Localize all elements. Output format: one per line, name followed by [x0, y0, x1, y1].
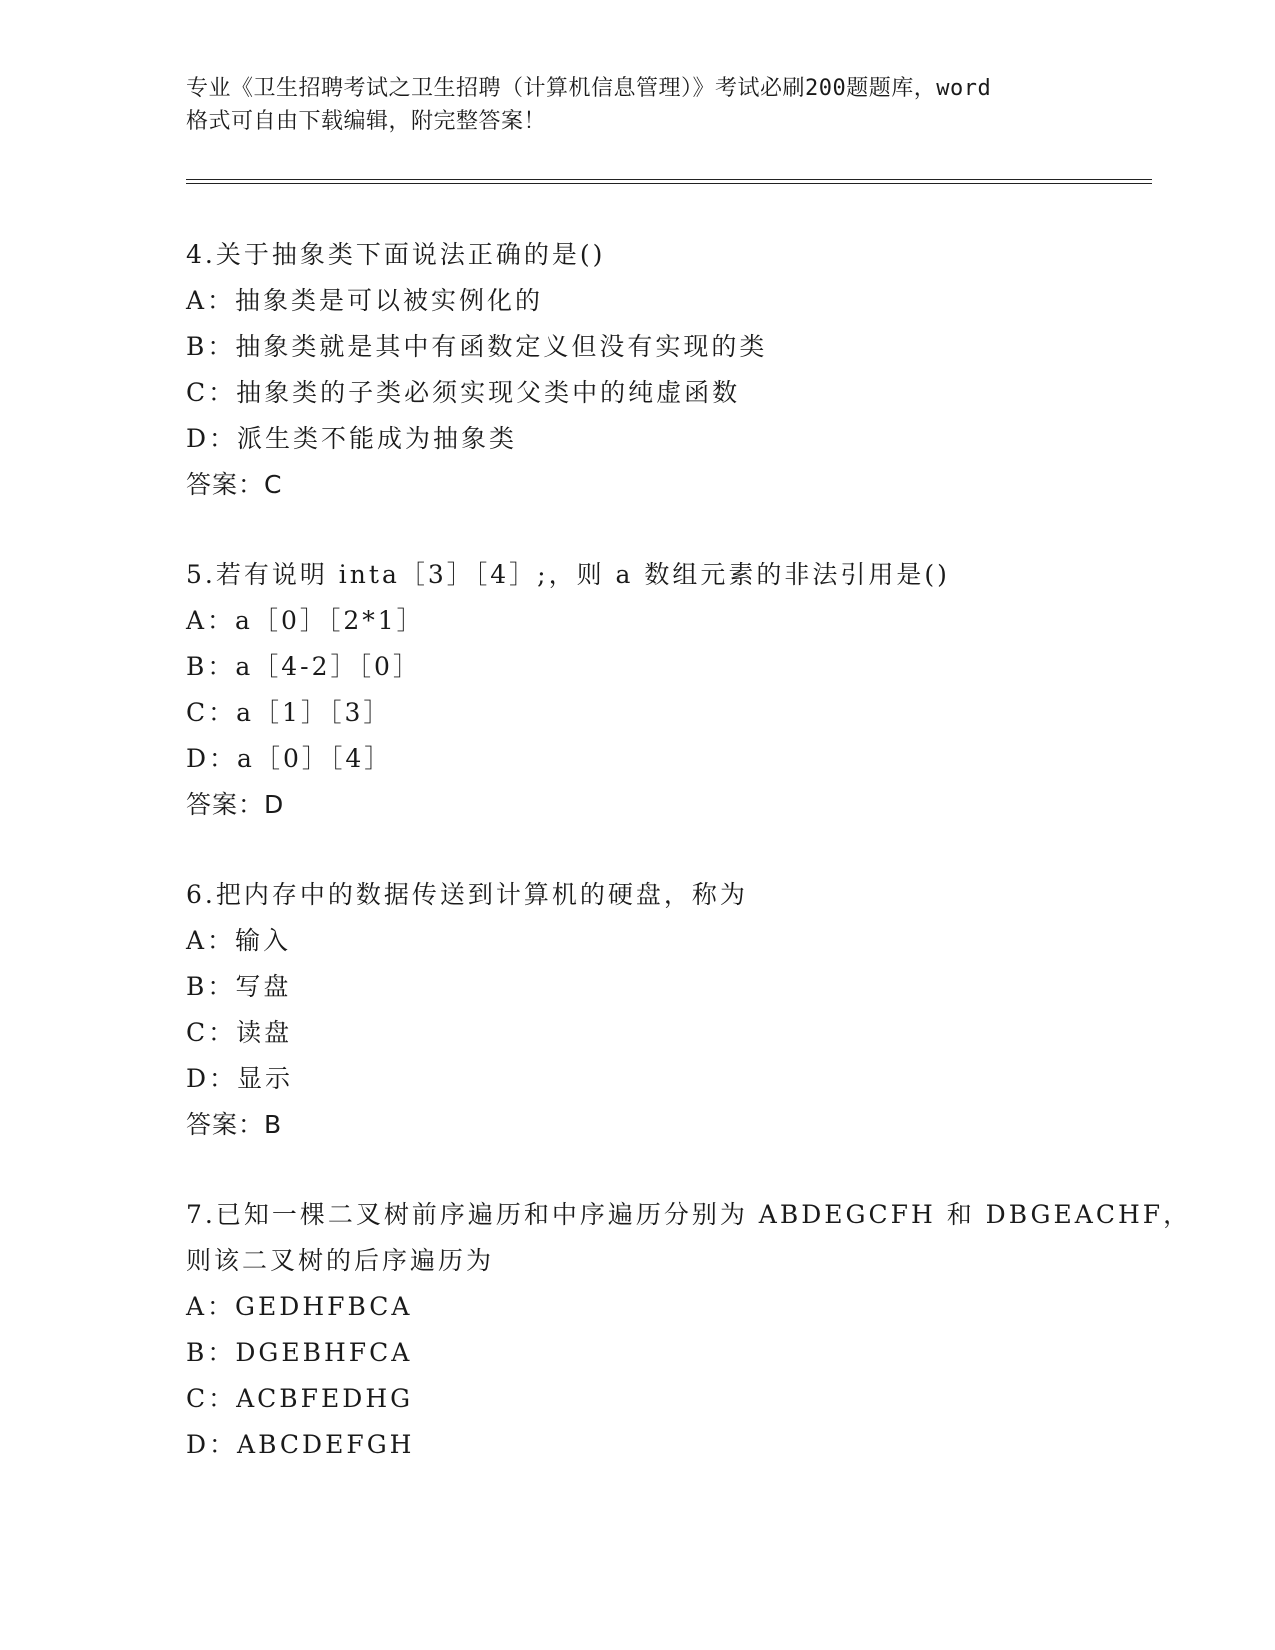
- option-b: B：DGEBHFCA: [186, 1338, 413, 1367]
- option-c: C：读盘: [186, 1018, 293, 1047]
- option-c: C：ACBFEDHG: [186, 1384, 414, 1413]
- question-stem: 6.把内存中的数据传送到计算机的硬盘，称为: [186, 880, 748, 909]
- option-b: B：a［4-2］［0］: [186, 652, 421, 681]
- header-line-1: 专业《卫生招聘考试之卫生招聘（计算机信息管理）》考试必刷200题题库，word: [186, 76, 992, 101]
- question-6: [186, 872, 1136, 1148]
- option-c: C：a［1］［3］: [186, 698, 392, 727]
- question-stem: 5.若有说明 inta［3］［4］;，则 a 数组元素的非法引用是(): [186, 560, 950, 589]
- answer: 答案：C: [186, 470, 283, 499]
- question-stem-continued: 则该二叉树的后序遍历为: [186, 1246, 495, 1275]
- header-divider-top: [186, 179, 1152, 180]
- header-divider-bottom: [186, 183, 1152, 184]
- option-a: A：抽象类是可以被实例化的: [186, 286, 544, 315]
- option-a: A：输入: [186, 926, 292, 955]
- header-line-2: 格式可自由下载编辑，附完整答案！: [186, 109, 547, 134]
- question-5: [186, 552, 1136, 828]
- option-a: A：a［0］［2*1］: [186, 606, 425, 635]
- option-c: C：抽象类的子类必须实现父类中的纯虚函数: [186, 378, 741, 407]
- option-b: B：抽象类就是其中有函数定义但没有实现的类: [186, 332, 768, 361]
- option-d: D：派生类不能成为抽象类: [186, 424, 518, 453]
- option-b: B：写盘: [186, 972, 292, 1001]
- question-stem: 7.已知一棵二叉树前序遍历和中序遍历分别为 ABDEGCFH 和 DBGEACHF，: [186, 1200, 1192, 1229]
- answer: 答案：D: [186, 790, 285, 819]
- option-a: A：GEDHFBCA: [186, 1292, 413, 1321]
- option-d: D：a［0］［4］: [186, 744, 393, 773]
- answer: 答案：B: [186, 1110, 283, 1139]
- question-stem: 4.关于抽象类下面说法正确的是(): [186, 240, 606, 269]
- document-header: [186, 72, 1086, 138]
- question-7: [186, 1192, 1192, 1468]
- question-4: [186, 232, 1136, 508]
- option-d: D：ABCDEFGH: [186, 1430, 415, 1459]
- option-d: D：显示: [186, 1064, 294, 1093]
